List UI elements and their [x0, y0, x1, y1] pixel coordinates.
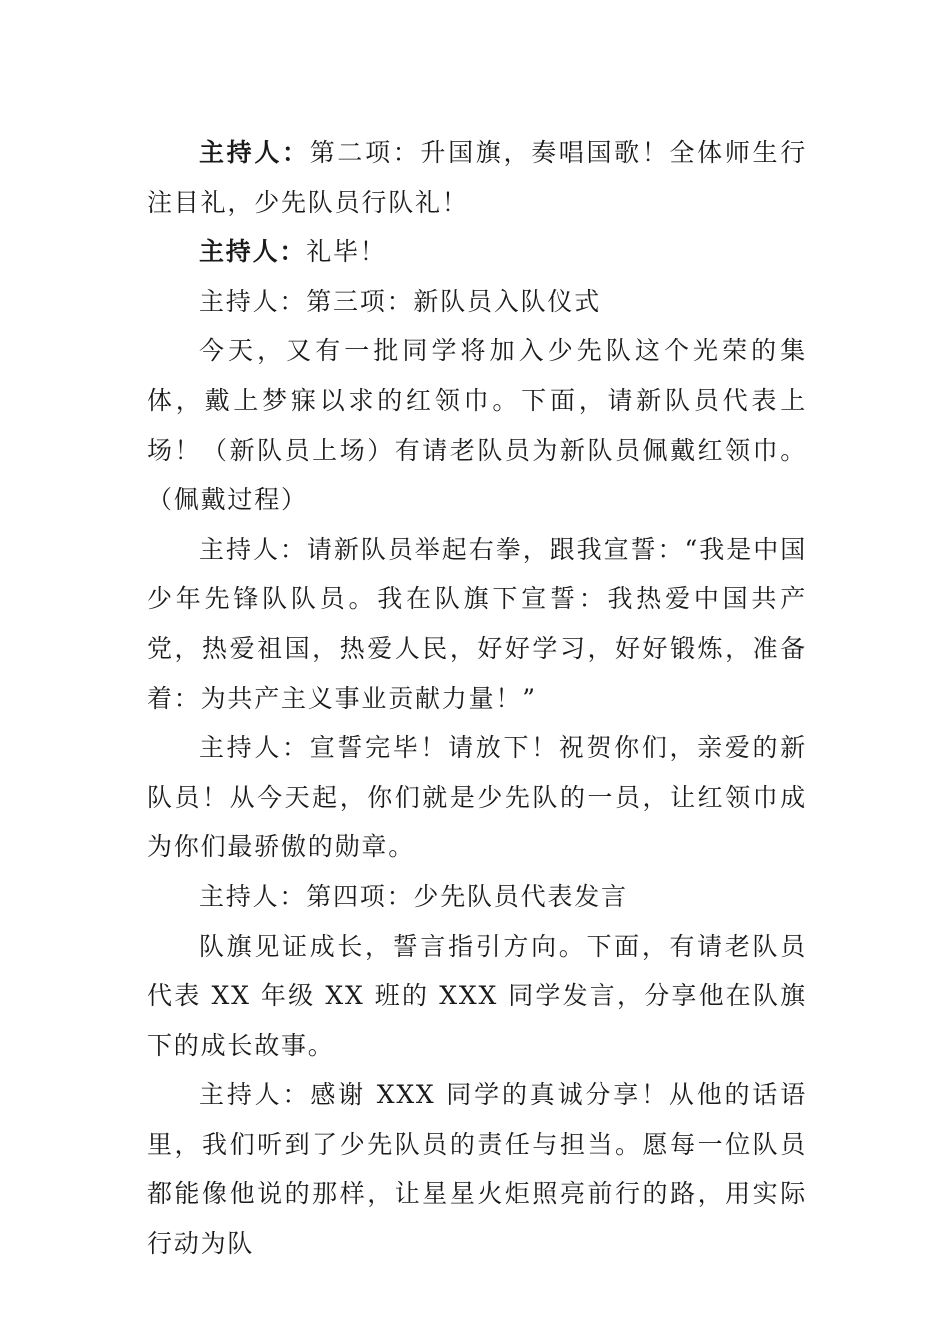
- paragraph-text: 第四项：少先队员代表发言: [306, 881, 628, 911]
- paragraph: [147, 326, 807, 524]
- document-body: [147, 128, 807, 1269]
- paragraph: [147, 525, 807, 723]
- paragraph-text: 礼毕！: [306, 237, 387, 267]
- paragraph: [147, 1070, 807, 1268]
- paragraph: [147, 723, 807, 872]
- speaker-label: 主持人：: [199, 881, 307, 911]
- speaker-label: 主持人：: [199, 138, 310, 167]
- paragraph-text: 感谢 XXX 同学的真诚分享！从他的话语里，我们听到了少先队员的责任与担当。愿每一位队员都能像他说的那样，让星星火炬照亮前行的路，用实际行动为队: [147, 1080, 808, 1259]
- speaker-label: 主持人：: [199, 1080, 311, 1110]
- paragraph-text: 请新队员举起右拳，跟我宣誓：“我是中国少年先锋队队员。我在队旗下宣誓：我热爱中国共产党，热爱祖国，热爱人民，好好学习，好好锻炼，准备着：为共产主义事业贡献力量！”: [147, 534, 808, 713]
- speaker-label: 主持人：: [199, 534, 307, 564]
- paragraph: [147, 277, 807, 327]
- paragraph-text: 第二项：升国旗，奏唱国歌！全体师生行注目礼，少先队员行队礼！: [147, 138, 808, 217]
- paragraph-text: 队旗见证成长，誓言指引方向。下面，有请老队员代表 XX 年级 XX 班的 XXX 同学发言，分享他在队旗下的成长故事。: [147, 931, 807, 1060]
- paragraph: [147, 872, 807, 922]
- paragraph: [147, 128, 807, 227]
- paragraph: [147, 922, 807, 1071]
- speaker-label: 主持人：: [199, 237, 307, 267]
- paragraph-text: 第三项：新队员入队仪式: [306, 286, 602, 316]
- paragraph-text: 宣誓完毕！请放下！祝贺你们，亲爱的新队员！从今天起，你们就是少先队的一员，让红领巾成为你们最骄傲的勋章。: [147, 733, 808, 862]
- paragraph: [147, 227, 807, 277]
- speaker-label: 主持人：: [199, 733, 310, 763]
- speaker-label: 主持人：: [199, 286, 307, 316]
- paragraph-text: 今天，又有一批同学将加入少先队这个光荣的集体，戴上梦寐以求的红领巾。下面，请新队员代表上场！（新队员上场）有请老队员为新队员佩戴红领巾。（佩戴过程）: [147, 336, 807, 515]
